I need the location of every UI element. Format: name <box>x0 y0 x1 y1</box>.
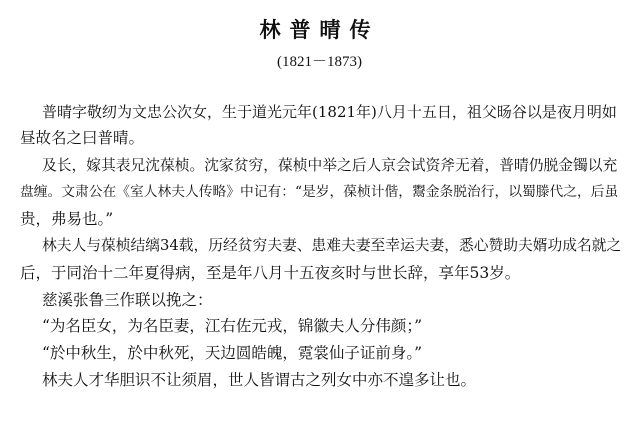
page-title: 林普晴传 <box>259 18 380 42</box>
paragraph-1-line-2: 昼故名之曰普晴。 <box>20 129 145 147</box>
paragraph-1-line-1: 普晴字敬纫为文忠公次女，生于道光元年(1821年)八月十五日，祖父旸谷以是夜月明如 <box>42 103 617 121</box>
paragraph-3-line-2: 后，于同治十二年夏得病，至是年八月十五夜亥时与世长辞，享年53岁。 <box>20 264 521 282</box>
paragraph-2-line-3: 贵，弗易也。” <box>20 210 114 228</box>
paragraph-4-line-1: 慈溪张鲁三作联以挽之： <box>42 291 213 309</box>
paragraph-2-line-2: 盘缠。文肃公在《室人林夫人传略》中记有：“是岁，葆桢计偕，鬻金条脱治行，以蜀滕代之，后虽 <box>20 184 619 200</box>
paragraph-3-line-1: 林夫人与葆桢结缡34载，历经贫穷夫妻、患难夫妻至幸运夫妻，悉心赞助夫婿功成名就之 <box>42 237 622 254</box>
paragraph-5-line-1: 林夫人才华胆识不让须眉，世人皆谓古之列女中亦不遑多让也。 <box>42 371 477 389</box>
page-subtitle: (1821－1873) <box>277 54 362 70</box>
couplet-line-1: “为名臣女，为名臣妻，江右佐元戎，锦徽夫人分伟颜；” <box>42 317 423 335</box>
paragraph-2-line-1: 及长，嫁其表兄沈葆桢。沈家贫穷，葆桢中举之后人京会试资斧无着，普晴仍脱金镯以充 <box>42 157 618 174</box>
couplet-line-2: “於中秋生，於中秋死，天边圆皓魄，霓裳仙子证前身。” <box>42 344 423 362</box>
